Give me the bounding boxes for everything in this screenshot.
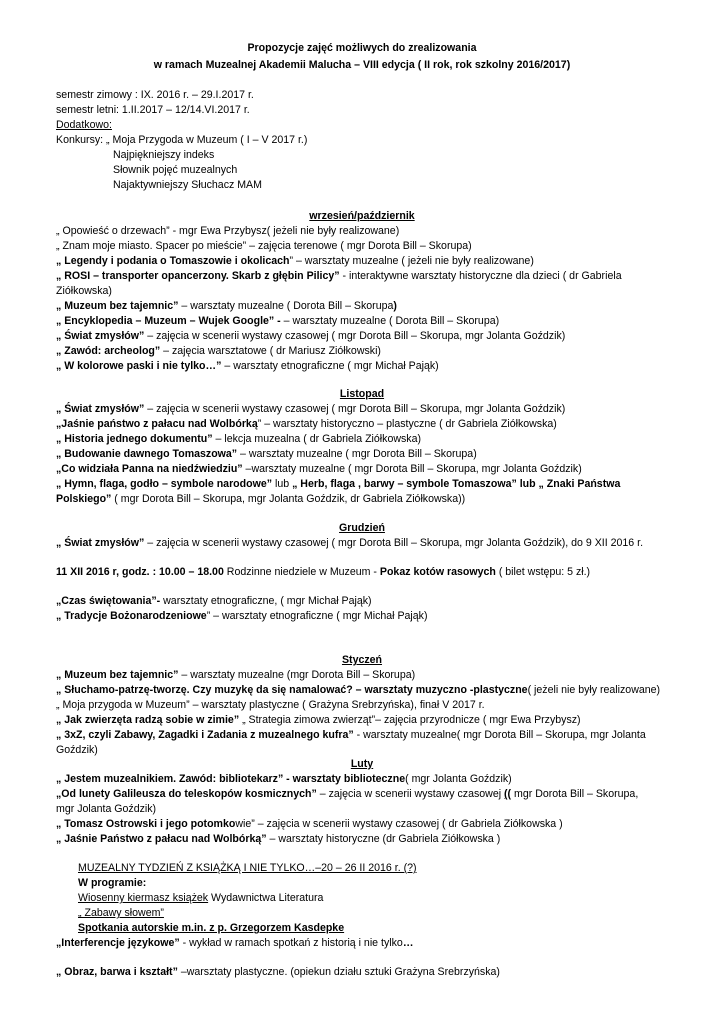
list-item: „ Znam moje miasto. Spacer po mieście” – zajęcia terenowe ( mgr Dorota Bill – Skorupa) [56, 240, 472, 252]
program-item: Spotkania autorskie m.in. z p. Grzegorzem Kasdepke [78, 922, 345, 934]
list-item: „ Tradycje Bożonarodzeniowe” – warsztaty etnograficzne ( mgr Michał Pająk) [56, 610, 428, 622]
list-item: „ Świat zmysłów” – zajęcia w scenerii wystawy czasowej ( mgr Dorota Bill – Skorupa, mgr Jolanta Goździk) [56, 403, 566, 415]
event-line: 11 XII 2016 r, godz. : 10.00 – 18.00 Rodzinne niedziele w Muzeum - Pokaz kotów rasowych ( bilet wstępu: 5 zł.) [56, 566, 591, 578]
list-item: „ Legendy i podania o Tomaszowie i okolicach” – warsztaty muzealne ( jeżeli nie były realizowane) [56, 255, 534, 267]
list-item: „ Obraz, barwa i kształt” –warsztaty plastyczne. (opiekun działu sztuki Grażyna Srebrzyńska) [56, 966, 500, 978]
contest-item: Najpiękniejszy indeks [113, 149, 215, 161]
list-item: „ Muzeum bez tajemnic” – warsztaty muzealne ( Dorota Bill – Skorupa) [56, 300, 397, 312]
list-item: „ Encyklopedia – Muzeum – Wujek Google” - – warsztaty muzealne ( Dorota Bill – Skorupa) [56, 315, 500, 327]
section-heading-jan: Styczeń [341, 654, 383, 666]
doc-title-line1: Propozycje zajęć możliwych do zrealizowania [247, 42, 477, 54]
list-item: „Co widziała Panna na niedźwiedziu” –warsztaty muzealne ( mgr Dorota Bill – Skorupa, mgr Jolanta Goździk) [56, 463, 582, 475]
book-week-title: MUZEALNY TYDZIEŃ Z KSIĄŻKĄ I NIE TYLKO…–20 – 26 II 2016 r. (?) [78, 862, 417, 874]
doc-title-line2: w ramach Muzealnej Akademii Malucha – VIII edycja ( II rok, rok szkolny 2016/2017) [153, 59, 571, 71]
list-item: „ Muzeum bez tajemnic” – warsztaty muzealne (mgr Dorota Bill – Skorupa) [56, 669, 416, 681]
list-item-continuation: mgr Jolanta Goździk) [56, 803, 157, 815]
contests-line: Konkursy: „ Moja Przygoda w Muzeum ( I – V 2017 r.) [56, 134, 308, 146]
list-item: „ W kolorowe paski i nie tylko…” – warsztaty etnograficzne ( mgr Michał Pająk) [56, 360, 439, 372]
list-item: „Od lunety Galileusza do teleskopów kosmicznych” – zajęcia w scenerii wystawy czasowej (( mgr Dorota Bill – Skorupa, [56, 788, 639, 800]
section-heading-dec: Grudzień [339, 522, 385, 534]
list-item: „ Hymn, flaga, godło – symbole narodowe” lub „ Herb, flaga , barwy – symbole Tomaszowa” lub „ Znaki Państwa [56, 478, 621, 490]
list-item: „ Jestem muzealnikiem. Zawód: bibliotekarz” - warsztaty biblioteczne( mgr Jolanta Goździk) [56, 773, 512, 785]
list-item-continuation: Ziółkowska) [56, 285, 112, 297]
list-item: „ Świat zmysłów” – zajęcia w scenerii wystawy czasowej ( mgr Dorota Bill – Skorupa, mgr Jolanta Goździk), do 9 XII 2016 r. [56, 537, 644, 549]
contest-item: Słownik pojęć muzealnych [113, 164, 238, 176]
list-item: „ Budowanie dawnego Tomaszowa” – warsztaty muzealne ( mgr Dorota Bill – Skorupa) [56, 448, 477, 460]
list-item-continuation: Goździk) [56, 744, 98, 756]
program-item: „Interferencje językowe” - wykład w ramach spotkań z historią i nie tylko… [56, 937, 414, 949]
list-item: „Jaśnie państwo z pałacu nad Wolbórką” – warsztaty historyczno – plastyczne ( dr Gabriela Ziółkowska) [56, 418, 557, 430]
list-item: „ Tomasz Ostrowski i jego potomkowie” – zajęcia w scenerii wystawy czasowej ( dr Gabriela Ziółkowska ) [56, 818, 563, 830]
extra-label: Dodatkowo: [56, 119, 112, 131]
program-item: Wiosenny kiermasz książek Wydawnictwa Literatura [78, 892, 324, 904]
list-item: „ Zawód: archeolog” – zajęcia warsztatowe ( dr Mariusz Ziółkowski) [56, 345, 381, 357]
list-item: „ 3xZ, czyli Zabawy, Zagadki i Zadania z muzealnego kufra” - warsztaty muzealne( mgr Dorota Bill – Skorupa, mgr Jolanta [56, 729, 646, 741]
list-item: „ ROSI – transporter opancerzony. Skarb z głębin Pilicy” - interaktywne warsztaty historyczne dla dzieci ( dr Gabriela [56, 270, 622, 282]
contest-item: Najaktywniejszy Słuchacz MAM [113, 179, 262, 191]
list-item: „ Moja przygoda w Muzeum” – warsztaty plastyczne ( Grażyna Srebrzyńska), finał V 2017 r. [56, 699, 485, 711]
section-heading-nov: Listopad [339, 388, 385, 400]
winter-semester: semestr zimowy : IX. 2016 r. – 29.I.2017 r. [56, 89, 254, 101]
summer-semester: semestr letni: 1.II.2017 – 12/14.VI.2017 r. [56, 104, 250, 116]
section-heading-sep-oct: wrzesień/październik [309, 210, 415, 222]
list-item: „ Jaśnie Państwo z pałacu nad Wolbórką” – warsztaty historyczne (dr Gabriela Ziółkowska ) [56, 833, 501, 845]
program-label: W programie: [78, 877, 147, 889]
list-item: „ Słuchamo-patrzę-tworzę. Czy muzykę da się namalować? – warsztaty muzyczno -plastyczne( jeżeli nie były realizowane) [56, 684, 661, 696]
program-item: „ Zabawy słowem” [78, 907, 164, 919]
list-item: „ Opowieść o drzewach” - mgr Ewa Przybysz( jeżeli nie były realizowane) [56, 225, 400, 237]
list-item-continuation: Polskiego” ( mgr Dorota Bill – Skorupa, mgr Jolanta Goździk, dr Gabriela Ziółkowska)) [56, 493, 466, 505]
list-item: „ Historia jednego dokumentu” – lekcja muzealna ( dr Gabriela Ziółkowska) [56, 433, 422, 445]
list-item: „ Jak zwierzęta radzą sobie w zimie” „ Strategia zimowa zwierząt”– zajęcia przyrodnicze ( mgr Ewa Przybysz) [56, 714, 581, 726]
list-item: „Czas świętowania”- warsztaty etnograficzne, ( mgr Michał Pająk) [56, 595, 372, 607]
list-item: „ Świat zmysłów” – zajęcia w scenerii wystawy czasowej ( mgr Dorota Bill – Skorupa, mgr Jolanta Goździk) [56, 330, 566, 342]
section-heading-feb: Luty [350, 758, 374, 770]
